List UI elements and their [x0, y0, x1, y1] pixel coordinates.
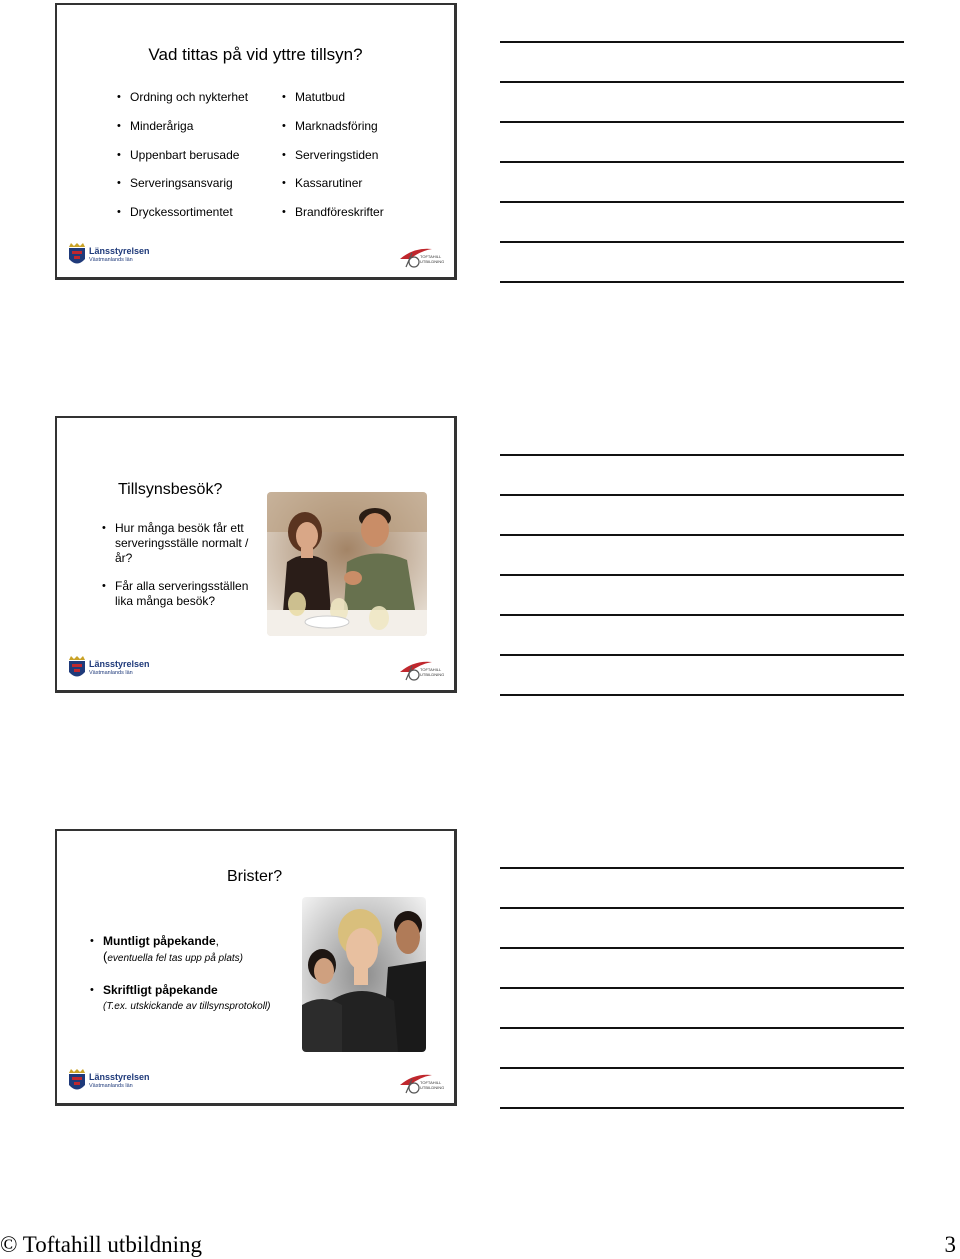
slide-1-right-item-3: • Serveringstiden [282, 148, 379, 162]
slide-3-item-2-bold: Skriftligt påpekande [103, 983, 218, 997]
logo-name: Länsstyrelsen [89, 659, 150, 669]
footer-copyright: © Toftahill utbildning [0, 1232, 202, 1257]
logo-sub: Västmanlands län [89, 257, 133, 263]
toftahill-text-2: UTBILDNING [420, 1085, 445, 1090]
notes-line [500, 1107, 904, 1109]
slide-1-right-item-1: • Matutbud [282, 90, 346, 104]
notes-line [500, 81, 904, 83]
notes-line [500, 694, 904, 696]
slide-3-item-1-note-prefix: ( [103, 949, 108, 964]
notes-line [500, 947, 904, 949]
slide-3-item-1-bold: Muntligt påpekande [103, 934, 216, 948]
slide-3-title: Brister? [227, 868, 283, 885]
slide-2-item-1: • Hur många besök får ett serveringsställe normalt / år? [102, 521, 249, 565]
notes-line [500, 281, 904, 283]
slide-2-title: Tillsynsbesök? [118, 481, 223, 498]
toftahill-text-1: TOFTAHILL [420, 667, 442, 672]
logo-name: Länsstyrelsen [89, 1072, 150, 1082]
toftahill-text-1: TOFTAHILL [420, 254, 442, 259]
slide-1-left-item-3: • Uppenbart berusade [117, 148, 240, 162]
slide-1-left-item-1: • Ordning och nykterhet [117, 90, 249, 104]
notes-line [500, 241, 904, 243]
notes-line [500, 534, 904, 536]
slide-1-right-item-2: • Marknadsföring [282, 119, 378, 133]
toftahill-logo [398, 245, 446, 269]
logo-name: Länsstyrelsen [89, 246, 150, 256]
notes-line [500, 987, 904, 989]
toftahill-logo [398, 1071, 446, 1095]
toftahill-logo [398, 658, 446, 682]
logo-sub: Västmanlands län [89, 670, 133, 676]
slide-1-left-item-5: • Dryckessortimentet [117, 205, 233, 219]
slide-3-item-2: • Skriftligt påpekande (T.ex. utskickande av tillsynsprotokoll) [90, 983, 271, 1012]
logo-sub: Västmanlands län [89, 1083, 133, 1089]
toftahill-text-2: UTBILDNING [420, 259, 445, 264]
notes-line [500, 867, 904, 869]
slide-2-item-2: • Får alla serveringsställen lika många besök? [102, 579, 249, 608]
lansstyrelsen-logo [66, 654, 150, 682]
slide-1-left-item-2: • Minderåriga [117, 119, 194, 133]
notes-line [500, 907, 904, 909]
notes-line [500, 41, 904, 43]
notes-line [500, 654, 904, 656]
notes-line [500, 1027, 904, 1029]
notes-line [500, 201, 904, 203]
slide-3 [55, 829, 457, 1106]
toftahill-text-2: UTBILDNING [420, 672, 445, 677]
slide-1-title: Vad tittas på vid yttre tillsyn? [148, 45, 363, 64]
slide-1-right-item-5: • Brandföreskrifter [282, 205, 384, 219]
lansstyrelsen-logo [66, 241, 150, 269]
slide-3-item-1-note: eventuella fel tas upp på plats) [107, 953, 243, 964]
notes-line [500, 574, 904, 576]
toftahill-text-1: TOFTAHILL [420, 1080, 442, 1085]
notes-line [500, 1067, 904, 1069]
dining-couple-photo [267, 492, 427, 636]
page-number: 3 [944, 1232, 956, 1257]
notes-line [500, 121, 904, 123]
business-group-photo [302, 897, 426, 1052]
dining-couple-image-icon [267, 492, 427, 636]
notes-line [500, 494, 904, 496]
slide-2 [55, 416, 457, 693]
slide-1 [55, 3, 457, 280]
business-group-image-icon [302, 897, 426, 1052]
slide-3-item-1-tail: , [215, 934, 220, 948]
slide-3-item-2-note: (T.ex. utskickande av tillsynsprotokoll) [103, 1001, 271, 1012]
notes-line [500, 161, 904, 163]
notes-line [500, 454, 904, 456]
slide-1-right-item-4: • Kassarutiner [282, 176, 363, 190]
slide-3-item-1: • Muntligt påpekande, (eventuella fel tas upp på plats) [90, 934, 243, 964]
slide-1-left-item-4: • Serveringsansvarig [117, 176, 233, 190]
lansstyrelsen-logo [66, 1067, 150, 1095]
notes-line [500, 614, 904, 616]
